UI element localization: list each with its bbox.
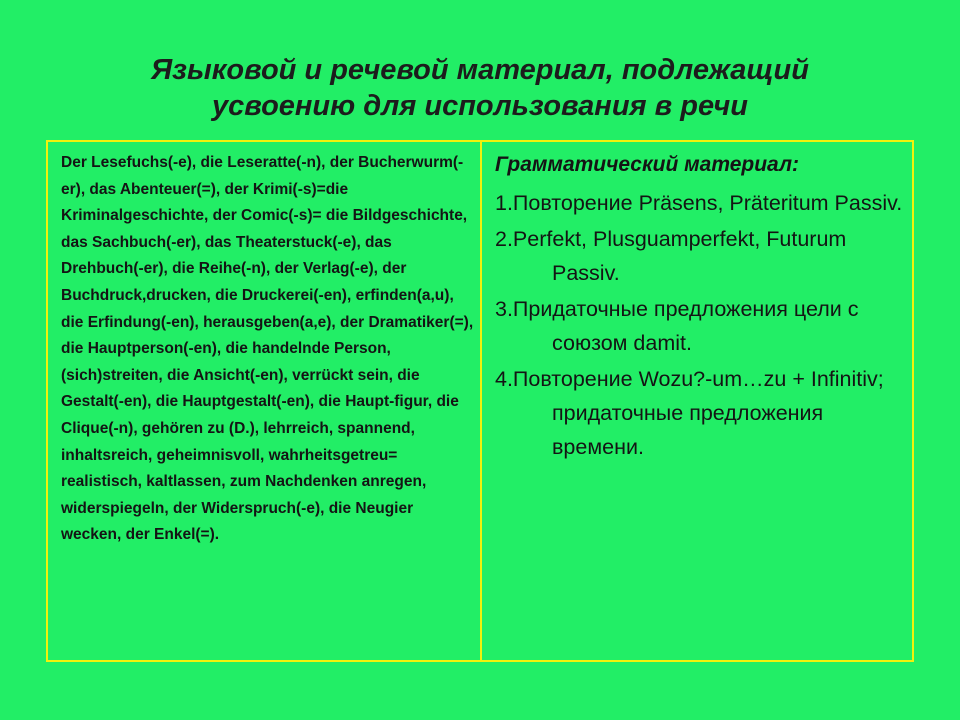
grammar-list [495, 186, 904, 464]
vocabulary-text: Der Lesefuchs(-e), die Leseratte(-n), der Bucherwurm(-er), das Abenteuer(=), der Krimi(-s)=die Kriminalgeschichte, der Comic(-s)= die Bildgeschichte, das Sachbuch(-er), das Theaterstuck(-e), das Drehbuch(-er), die Reihe(-n), der Verlag(-e), der Buchdruck,drucken, die Druckerei(-en), erfinden(a,u), die Erfindung(-en), herausgeben(a,e), der Dramatiker(=), die Hauptperson(-en), die handelnde Person, (sich)streiten, die Ansicht(-en), verrückt sein, die Gestalt(-en), die Hauptgestalt(-en), die Haupt-figur, die Clique(-n), gehören zu (D.), lehrreich, spannend, inhaltsreich, geheimnisvoll, wahrheitsgetreu= realistisch, kaltlassen, zum Nachdenken anregen, widerspiegeln, der Widerspruch(-e), die Neugier wecken, der Enkel(=). [61, 154, 474, 544]
grammar-item-3: 3.Придаточные предложения цели с союзом damit. [495, 297, 859, 355]
grammar-heading: Грамматический материал: [495, 153, 800, 176]
slide-title-line-2: усвоению для использования в речи [212, 90, 748, 122]
grammar-item-1: 1.Повторение Präsens, Präteritum Passiv. [495, 191, 903, 215]
grammar-item-2: 2.Perfekt, Plusguamperfekt, Futurum Passiv. [495, 227, 847, 285]
slide-title [40, 52, 920, 124]
slide-title-line-1: Языковой и речевой материал, подлежащий [151, 54, 809, 86]
grammar-cell [484, 142, 912, 660]
content-table [46, 140, 914, 662]
vocabulary-cell [48, 142, 482, 660]
grammar-item-4: 4.Повторение Wozu?-um…zu + Infinitiv; придаточные предложения времени. [495, 367, 884, 459]
